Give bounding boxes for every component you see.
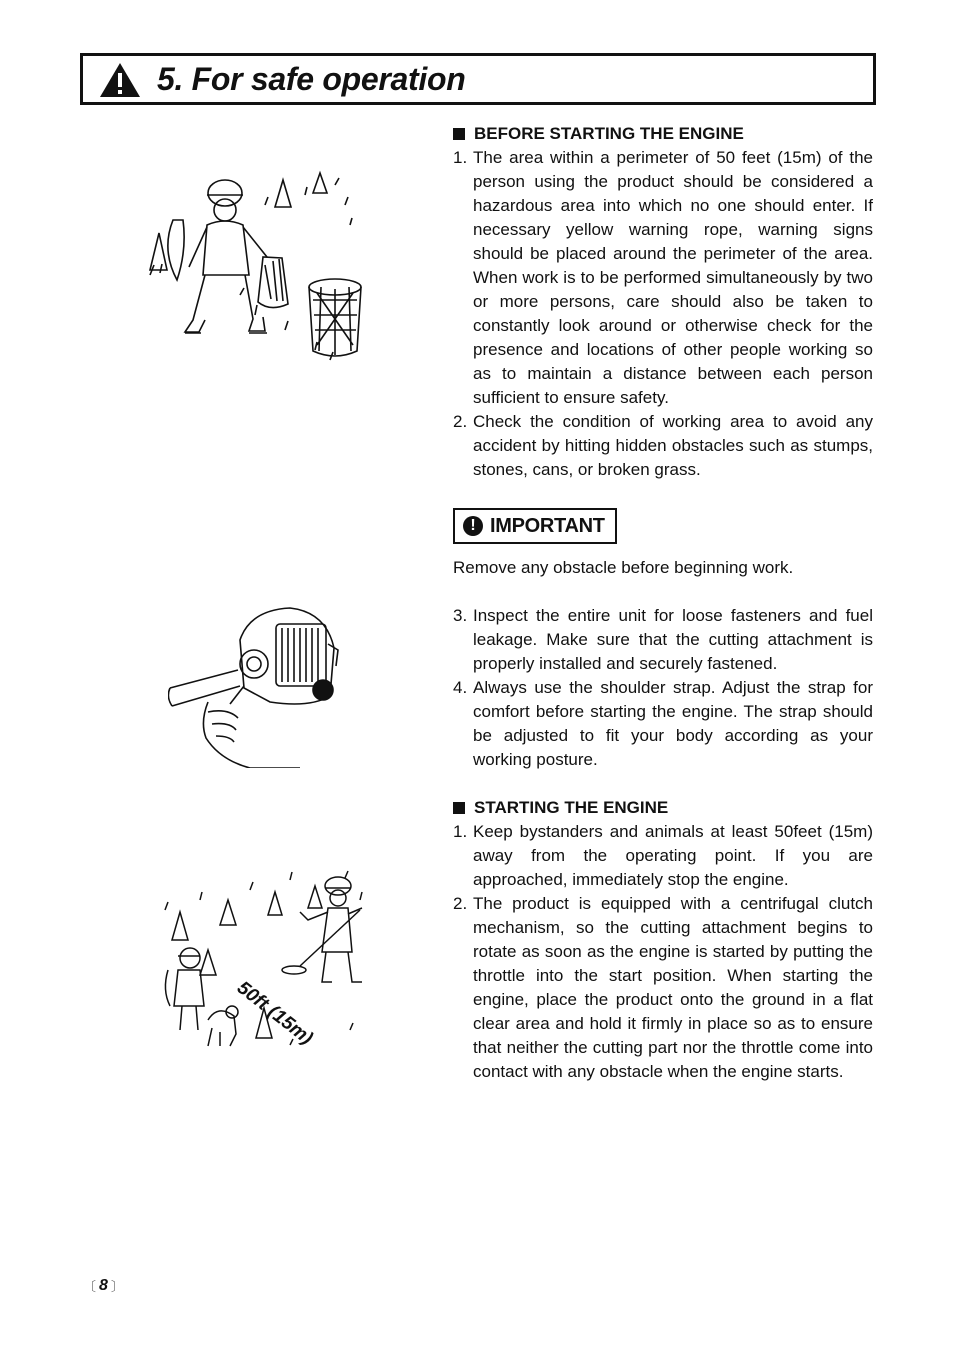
bullet-square-icon [453,128,465,140]
page-title: 5. For safe operation [157,60,466,97]
important-note: Remove any obstacle before beginning work. [453,558,794,577]
section-heading-starting-engine: STARTING THE ENGINE [453,796,873,820]
important-callout: ! IMPORTANT [453,508,617,544]
before-starting-list-continued [453,604,873,772]
list-item: 4. Always use the shoulder strap. Adjust the strap for comfort before starting the engine. The strap should be adjusted to fit your body according as your working posture. [453,678,873,769]
warning-triangle-icon [99,62,141,98]
distance-label: 50ft (15m) [232,977,317,1050]
illustration-clearing-area [145,165,365,370]
list-item: 1. The area within a perimeter of 50 feet (15m) of the person using the product should be considered a hazardous area into which no one should enter. If necessary yellow warning rope, warning signs should be placed around the perimeter of the area. When work is to be performed simultaneously by two or more persons, care should also be taken to constantly look around or otherwise check for the presence and locations of other people working so as to maintain a distance between each person sufficient to ensure safety. [453,148,873,407]
list-item: 3. Inspect the entire unit for loose fasteners and fuel leakage. Make sure that the cutting attachment is properly installed and securely fastened. [453,606,873,673]
list-item: 1. Keep bystanders and animals at least 50feet (15m) away from the operating point. If you are approached, immediately stop the engine. [453,822,873,889]
section-heading-before-starting: BEFORE STARTING THE ENGINE [453,122,873,146]
illustration-keep-distance [160,870,375,1055]
section-title-box [80,53,876,105]
illustration-engine-inspection [168,600,343,768]
list-item: 2. Check the condition of working area to avoid any accident by hitting hidden obstacles such as stumps, stones, cans, or broken grass. [453,412,873,479]
content-column [453,122,873,1084]
bullet-square-icon [453,802,465,814]
exclamation-icon: ! [463,516,483,536]
starting-engine-list [453,820,873,1084]
page-number: 〔 8 〕 [83,1276,124,1294]
list-item: 2. The product is equipped with a centrifugal clutch mechanism, so the cutting attachment begins to rotate as soon as the engine is started by putting the throttle into the start position. When starting the engine, place the product onto the ground in a flat clear area and hold it firmly in place so as to ensure that neither the cutting part nor the throttle come into contact with any obstacle when the engine starts. [453,894,873,1081]
before-starting-list [453,146,873,482]
